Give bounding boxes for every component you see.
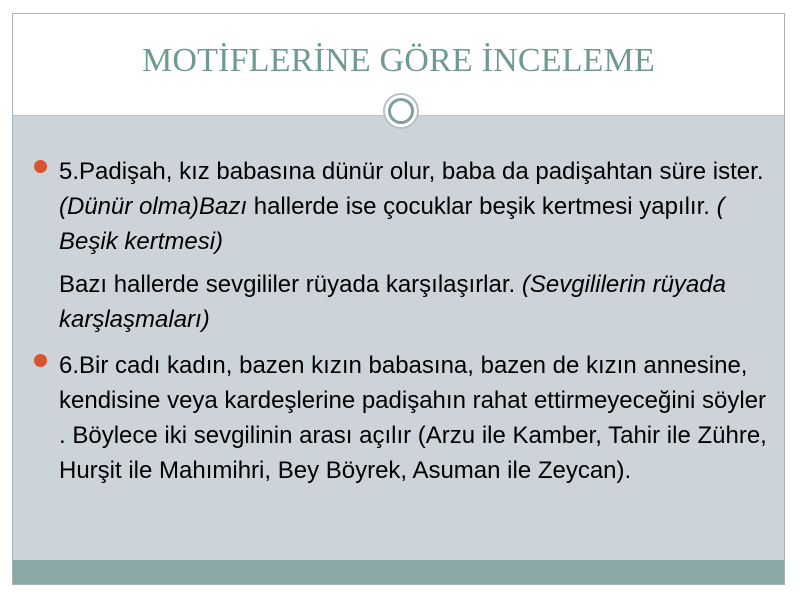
circle-divider-inner-ring bbox=[388, 98, 414, 124]
circle-divider-icon bbox=[383, 93, 419, 129]
bullet-dot-icon bbox=[34, 160, 47, 173]
slide-title: MOTİFLERİNE GÖRE İNCELEME bbox=[141, 42, 656, 79]
bullet-item-1 bbox=[59, 154, 774, 259]
sub-paragraph-text: Bazı hallerde sevgililer rüyada karşılaşırlar. bbox=[59, 271, 522, 298]
bullet-item-2 bbox=[59, 348, 774, 488]
footer-bar bbox=[13, 560, 784, 585]
content-area bbox=[13, 116, 784, 560]
bullet-2-text: 6.Bir cadı kadın, bazen kızın babasına, bazen de kızın annesine, kendisine veya kardeşlerine padişahın rahat ettirmeyeceğini söyler . Böylece iki sevgilinin arası açılır (Arzu ile Kamber, Tahir ile Zühre, Hurşit ile Mahımihri, Bey Böyrek, Asuman ile Zeycan). bbox=[59, 352, 767, 484]
sub-paragraph-italic: (Sevgililerin rüyada karşlaşmaları) bbox=[59, 271, 726, 333]
sub-paragraph bbox=[59, 267, 774, 337]
bullet-dot-icon bbox=[34, 354, 47, 367]
bullet-1-italic-1: (Dünür olma)Bazı bbox=[59, 193, 248, 220]
bullet-1-text-2: hallerde ise çocuklar beşik kertmesi yapılır. bbox=[247, 193, 717, 220]
slide bbox=[12, 13, 785, 585]
bullet-1-italic-2: ( Beşik kertmesi) bbox=[59, 193, 725, 255]
bullet-1-text: 5.Padişah, kız babasına dünür olur, baba da padişahtan süre ister. bbox=[59, 158, 764, 185]
